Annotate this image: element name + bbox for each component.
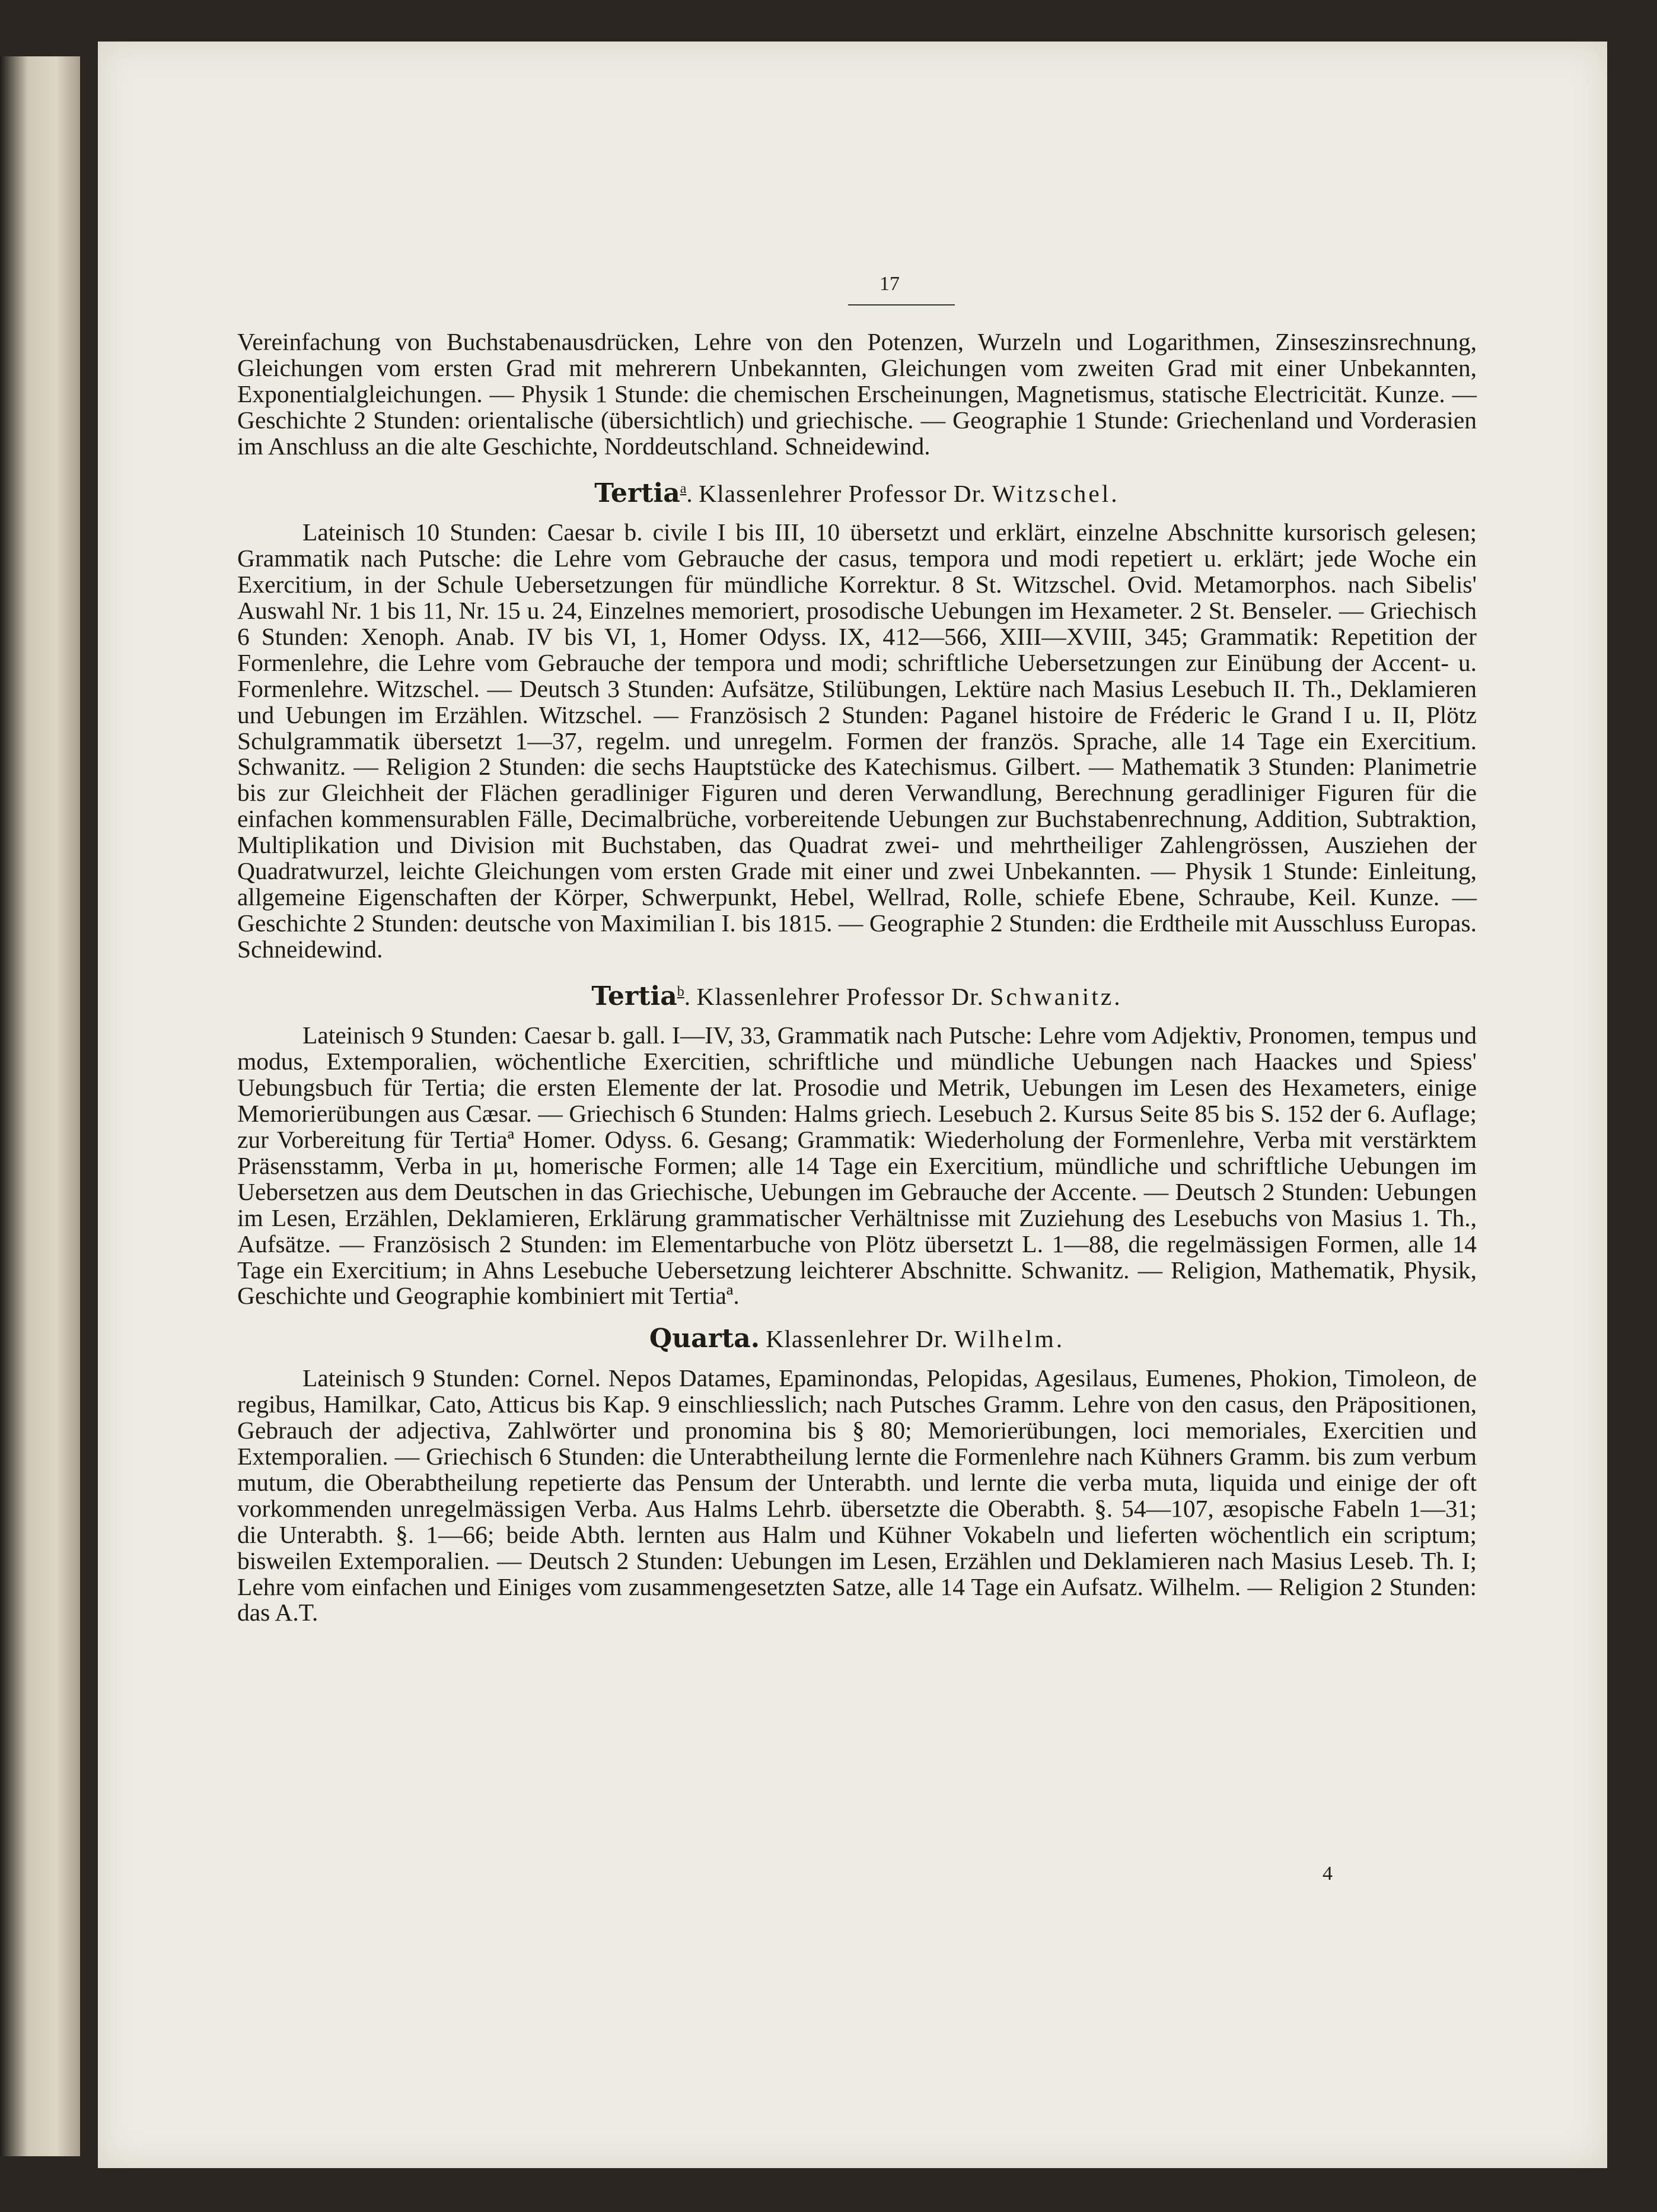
paragraph-quarta: Lateinisch 9 Stunden: Cornel. Nepos Datames, Epaminondas, Pelopidas, Agesilaus, Eumenes, Phokion, Timoleon, de regibus, Hamilkar, Cato, Atticus bis Kap. 9 einschliesslich; nach Putsches Gramm. Lehre von den casus, den Präpositionen, Gebrauch der adjectiva, Zahlwörter und pronomina bis § 80; Memorierübungen, loci memoriales, Exercitien und Extemporalien. — Griechisch 6 Stunden: die Unterabtheilung lernte die Formenlehre nach Kühners Gramm. bis zum verbum mutum, die Oberabtheilung repetierte das Pensum der Unterabth. und lernte die verba muta, liquida und einige der oft vorkommenden unregelmässigen Verba. Aus Halms Lehrb. übersetzte die Oberabth. §. 54—107, æsopische Fabeln 1—31; die Unterabth. §. 1—66; beide Abth. lernten aus Halm und Kühner Vokabeln und lieferten wöchentlich ein scriptum; bisweilen Extemporalien. — Deutsch 2 Stunden: Uebungen im Lesen, Erzählen und Deklamieren nach Masius Leseb. Th. I; Lehre vom einfachen und Einiges vom zusammengesetzten Satze, alle 14 Tage ein Aufsatz. Wilhelm. — Religion 2 Stunden: das A.T. — [237, 1364, 1477, 1627]
adjacent-page-edge — [0, 56, 80, 2156]
body-text — [237, 329, 1477, 1626]
heading-tertia-a-sup: a — [680, 480, 687, 496]
heading-quarta-label: Klassenlehrer Dr. — [766, 1325, 948, 1353]
heading-tertia-a-title: Tertia — [594, 478, 680, 508]
heading-tertia-b: Tertia$^b$. Klassenlehrer Professor Dr. Schwanitz. — [591, 981, 1123, 1011]
heading-tertia-b-sup: b — [677, 984, 684, 1000]
page-number: 17 — [880, 273, 900, 295]
heading-tertia-a-label: Klassenlehrer Professor Dr. — [699, 479, 986, 507]
heading-tertia-b-teacher: Schwanitz. — [990, 982, 1123, 1010]
heading-tertia-a: Tertia$^a$. Klassenlehrer Professor Dr. Witzschel. — [594, 478, 1120, 508]
heading-quarta-title: Quarta. — [649, 1323, 760, 1354]
heading-quarta-teacher: Wilhelm. — [954, 1325, 1065, 1353]
paragraph-tertia-b: Lateinisch 9 Stunden: Caesar b. gall. I—IV, 33, Grammatik nach Putsche: Lehre vom Adjektiv, Pronomen, tempus und modus, Extemporalien, wöchentliche Exercitien, schriftliche und mündliche Uebungen nach Haackes und Spiess' Uebungsbuch für Tertia; die ersten Elemente der lat. Prosodie und Metrik, Uebungen im Lesen des Hexameters, einige Memorierübungen aus Cæsar. — Griechisch 6 Stunden: Halms griech. Lesebuch 2. Kursus Seite 85 bis S. 152 der 6. Auflage; zur Vorbereitung für Tertiaª Homer. Odyss. 6. Gesang; Grammatik: Wiederholung der Formenlehre, Verba mit verstärktem Präsensstamm, Verba in μι, homerische Formen; alle 14 Tage ein Exercitium, mündliche und schriftliche Uebungen im Uebersetzen aus dem Deutschen in das Griechische, Uebungen im Gebrauche der Accente. — Deutsch 2 Stunden: Uebungen im Lesen, Erzählen, Deklamieren, Erklärung grammatischer Verhältnisse mit Zuziehung des Lesebuchs von Masius 1. Th., Aufsätze. — Französisch 2 Stunden: im Elementarbuche von Plötz übersetzt L. 1—88, die regelmässigen Formen, alle 14 Tage ein Exercitium; in Ahns Lesebuche Uebersetzung leichterer Abschnitte. Schwanitz. — Religion, Mathematik, Physik, Geschichte und Geographie kombiniert mit Tertiaª. — [237, 1021, 1477, 1310]
paragraph-intro: Vereinfachung von Buchstabenausdrücken, Lehre von den Potenzen, Wurzeln und Logarithmen, Zinseszinsrechnung, Gleichungen vom ersten Grad mit mehrerern Unbekannten, Gleichungen vom zweiten Grad mit einer Unbekannten, Exponentialgleichungen. — Physik 1 Stunde: die chemischen Erscheinungen, Magnetismus, statische Electricität. Kunze. — Geschichte 2 Stunden: orientalische (übersichtlich) und griechische. — Geographie 1 Stunde: Griechenland und Vorderasien im Anschluss an die alte Geschichte, Norddeutschland. Schneidewind. — [237, 328, 1477, 460]
heading-quarta — [237, 1323, 1477, 1354]
page-number-rule — [848, 304, 955, 305]
sheet-signature: 4 — [1323, 1863, 1333, 1885]
heading-tertia-a-teacher: Witzschel. — [992, 479, 1120, 507]
heading-tertia-b-label: Klassenlehrer Professor Dr. — [696, 982, 984, 1010]
heading-tertia-b-title: Tertia — [591, 981, 677, 1011]
scanned-page — [98, 42, 1607, 2168]
paragraph-tertia-a: Lateinisch 10 Stunden: Caesar b. civile I bis III, 10 übersetzt und erklärt, einzelne Abschnitte kursorisch gelesen; Grammatik nach Putsche: die Lehre vom Gebrauche der casus, tempora und modi repetiert u. erklärt; jede Woche ein Exercitium, in der Schule Uebersetzungen für mündliche Korrektur. 8 St. Witzschel. Ovid. Metamorphos. nach Sibelis' Auswahl Nr. 1 bis 11, Nr. 15 u. 24, Einzelnes memoriert, prosodische Uebungen im Hexameter. 2 St. Benseler. — Griechisch 6 Stunden: Xenoph. Anab. IV bis VI, 1, Homer Odyss. IX, 412—566, XIII—XVIII, 345; Grammatik: Repetition der Formenlehre, die Lehre vom Gebrauche der tempora und modi; schriftliche Uebersetzungen zur Einübung der Accent- u. Formenlehre. Witzschel. — Deutsch 3 Stunden: Aufsätze, Stilübungen, Lektüre nach Masius Lesebuch II. Th., Deklamieren und Uebungen im Erzählen. Witzschel. — Französisch 2 Stunden: Paganel histoire de Fréderic le Grand I u. II, Plötz Schulgrammatik übersetzt 1—37, regelm. und unregelm. Formen der französ. Sprache, alle 14 Tage ein Exercitium. Schwanitz. — Religion 2 Stunden: die sechs Hauptstücke des Katechismus. Gilbert. — Mathematik 3 Stunden: Planimetrie bis zur Gleichheit der Flächen geradliniger Figuren und deren Verwandlung, Berechnung geradliniger Figuren für die einfachen kommensurablen Fälle, Decimalbrüche, vorbereitende Uebungen zur Buchstabenrechnung, Addition, Subtraktion, Multiplikation und Division mit Buchstaben, das Quadrat zwei- und mehrtheiliger Zahlengrössen, Ausziehen der Quadratwurzel, leichte Gleichungen vom ersten Grade mit einer und zwei Unbekannten. — Physik 1 Stunde: Einleitung, allgemeine Eigenschaften der Körper, Schwerpunkt, Hebel, Wellrad, Rolle, schiefe Ebene, Schraube, Keil. Kunze. — Geschichte 2 Stunden: deutsche von Maximilian I. bis 1815. — Geographie 2 Stunden: die Erdtheile mit Ausschluss Europas. Schneidewind. — [237, 518, 1477, 963]
